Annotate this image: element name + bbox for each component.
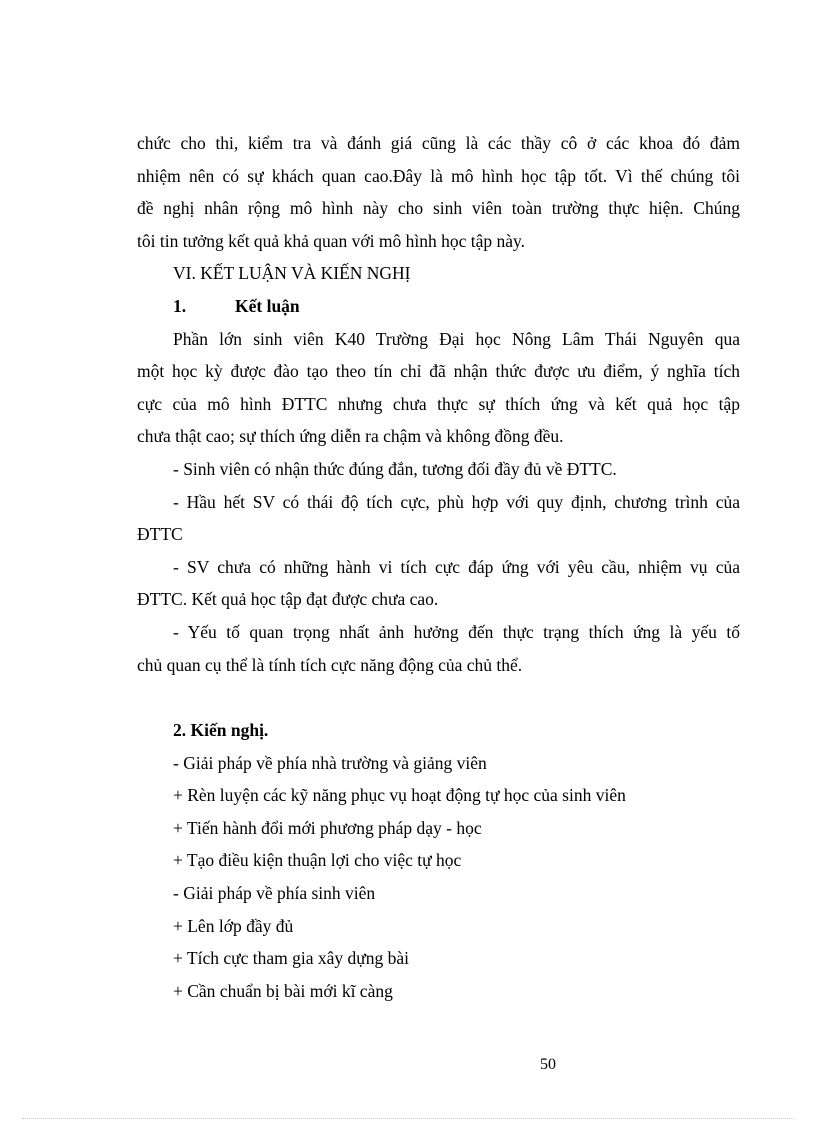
conclusion-summary-line: chưa thật cao; sự thích ứng diễn ra chậm và không đồng đều. [137,426,564,447]
conclusion-summary-line: cực của mô hình ĐTTC nhưng chưa thực sự thích ứng và kết quả học tập [137,393,740,414]
spacer [137,681,740,714]
recommendation-item: + Tích cực tham gia xây dựng bài [173,948,410,969]
intro-line: chức cho thi, kiểm tra và đánh giá cũng là các thầy cô ở các khoa đó đảm [137,133,740,153]
recommendation-item: + Cần chuẩn bị bài mới kĩ càng [173,980,393,1001]
body-text [137,127,740,1007]
conclusion-bullet: - Hầu hết SV có thái độ tích cực, phù hợp với quy định, chương trình của [173,491,740,512]
intro-line: đề nghị nhân rộng mô hình này cho sinh viên toàn trường thực hiện. Chúng [137,198,740,219]
conclusion-bullet-continuation: ĐTTC [137,524,183,545]
intro-line: tôi tin tưởng kết quả khả quan với mô hình học tập này. [137,230,525,251]
conclusion-number: 1. [173,295,187,316]
conclusion-summary-line: Phần lớn sinh viên K40 Trường Đại học Nông Lâm Thái Nguyên qua [173,328,740,349]
conclusion-bullet-continuation: ĐTTC. Kết quả học tập đạt được chưa cao. [137,589,439,610]
conclusion-bullet: - Yếu tố quan trọng nhất ảnh hưởng đến thực trạng thích ứng là yếu tố [173,621,740,642]
conclusion-summary-line: một học kỳ được đào tạo theo tín chỉ đã nhận thức được ưu điểm, ý nghĩa tích [137,361,740,382]
conclusion-heading [137,290,740,323]
recommendations-heading: 2. Kiến nghị. [173,720,269,741]
recommendation-item: + Tiến hành đổi mới phương pháp dạy - học [173,817,482,838]
section-heading: VI. KẾT LUẬN VÀ KIẾN NGHỊ [173,263,411,284]
conclusion-bullet: - SV chưa có những hành vi tích cực đáp ứng với yêu cầu, nhiệm vụ của [173,556,740,577]
recommendation-item: + Tạo điều kiện thuận lợi cho việc tự học [173,850,462,871]
conclusion-bullet-continuation: chủ quan cụ thể là tính tích cực năng động của chủ thể. [137,654,523,675]
conclusion-bullet: - Sinh viên có nhận thức đúng đắn, tương đối đầy đủ về ĐTTC. [173,458,617,479]
intro-line: nhiệm nên có sự khách quan cao.Đây là mô hình học tập tốt. Vì thế chúng tôi [137,165,740,186]
recommendation-item: - Giải pháp về phía nhà trường và giảng viên [173,752,487,773]
page-bottom-divider [22,1118,794,1119]
recommendation-item: + Lên lớp đầy đủ [173,915,294,936]
recommendation-item: + Rèn luyện các kỹ năng phục vụ hoạt động tự học của sinh viên [173,785,626,806]
page-number: 50 [540,1056,556,1073]
conclusion-title: Kết luận [235,295,300,316]
recommendation-item: - Giải pháp về phía sinh viên [173,883,376,904]
